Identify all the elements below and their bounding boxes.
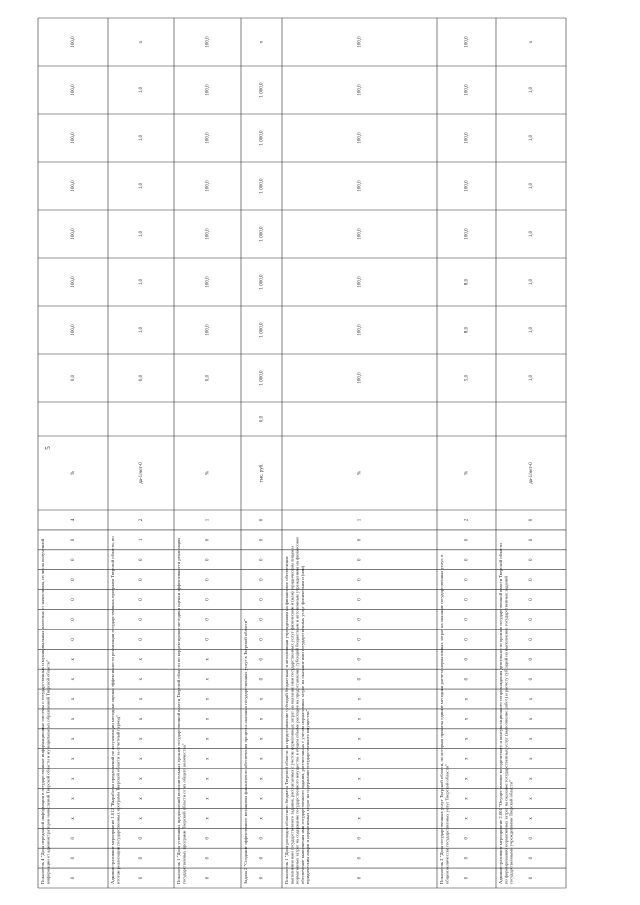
code-cell: 0 <box>259 876 265 880</box>
indicator-name-line: итогам реализации государственных программ Тверской области за отчетный период" <box>115 715 121 884</box>
code-cell: x <box>357 817 363 820</box>
value-cell: 100,0 <box>464 228 470 240</box>
code-cell: x <box>205 697 211 701</box>
code-cell: 0 <box>259 618 265 621</box>
value-cell: 100,0 <box>71 132 77 144</box>
code-cell: 0 <box>71 837 77 840</box>
value-cell: 1,0 <box>529 134 535 142</box>
code-cell: x <box>529 797 535 800</box>
code-cell: 0 <box>464 578 470 581</box>
value-cell: 1,0 <box>139 134 145 142</box>
value-cell: 1,0 <box>139 182 145 190</box>
indicator-name <box>40 510 73 884</box>
code-cell: 1 <box>357 518 363 522</box>
code-cell: x <box>464 737 470 741</box>
code-cell: x <box>139 777 145 780</box>
code-cell: x <box>357 777 363 780</box>
code-cell: 0 <box>529 618 535 621</box>
value-cell: 1 000,0 <box>259 130 265 146</box>
code-cell: 0 <box>139 598 145 601</box>
code-cell: x <box>205 797 211 800</box>
value-cell: 100,0 <box>71 180 77 192</box>
code-cell: x <box>529 777 535 780</box>
code-cell: x <box>139 817 145 820</box>
code-cell: 0 <box>205 638 211 641</box>
value-cell: 1,0 <box>139 230 145 238</box>
final-target-cell: 100,0 <box>205 36 211 48</box>
value-cell: 1,0 <box>139 326 145 334</box>
code-cell: 0 <box>464 638 470 641</box>
code-cell: 0 <box>139 578 145 581</box>
final-target-cell: x <box>529 40 535 44</box>
code-cell: x <box>464 777 470 780</box>
final-target-cell: 100,0 <box>71 36 77 48</box>
code-cell: x <box>259 777 265 780</box>
code-cell: 0 <box>357 677 363 681</box>
code-cell: x <box>357 697 363 701</box>
indicator-name-line: по формированию нормативных затрат на оказание государственных услуг (выполнение работ) и расчету субсидий на выполнение государственных заданий <box>503 576 509 884</box>
code-cell: x <box>71 677 77 681</box>
indicator-name-line: обеспечение выполнения ими государственного задания, рассчитанных с учетом нормативных затрат на оказание ими государственных услуг физическим и (или) <box>299 565 305 884</box>
code-cell: 0 <box>205 618 211 621</box>
indicator-name <box>176 510 207 884</box>
code-cell: x <box>71 817 77 820</box>
code-cell: 0 <box>71 558 77 561</box>
value-cell: 1,0 <box>529 278 535 286</box>
value-cell: 1 000,0 <box>259 322 265 338</box>
value-cell: 100,0 <box>205 324 211 336</box>
value-cell: 100,0 <box>71 276 77 288</box>
value-cell: 0,0 <box>205 374 211 382</box>
code-cell: 0 <box>464 598 470 601</box>
value-cell: 8,0 <box>464 278 470 286</box>
code-cell: 0 <box>205 578 211 581</box>
code-cell: x <box>529 817 535 820</box>
final-target-cell: x <box>259 40 265 44</box>
code-cell: x <box>205 657 211 661</box>
code-cell: 0 <box>357 837 363 840</box>
indicator-name-line: государственными учреждениями Тверской области" <box>508 780 514 884</box>
code-cell: x <box>71 697 77 701</box>
indicator-name-line: выполнения ими государственного задания, рассчитанных с учетом нормативных затрат на оказание ими государственных услуг физическим и (или) юридическим лицам и <box>289 546 295 884</box>
indicator-name-line: общем количестве государственных услуг Тверской области" <box>444 764 450 884</box>
code-cell: 0 <box>357 598 363 601</box>
value-cell: 1,0 <box>529 182 535 190</box>
final-target-cell: x <box>139 40 145 44</box>
value-cell: 100,0 <box>357 372 363 384</box>
code-cell: 0 <box>357 538 363 542</box>
value-cell: 100,0 <box>71 324 77 336</box>
indicator-name-line: нормативных затрат на содержание государственного имущества в общем объеме расходов на предоставление субсидий бюджетным и автономным учреждениям на финансовое <box>294 536 300 884</box>
unit-cell: % <box>464 470 470 476</box>
code-cell: 0 <box>529 638 535 641</box>
value-cell: 100,0 <box>205 276 211 288</box>
value-cell: 100,0 <box>357 324 363 336</box>
value-cell: 1,0 <box>529 230 535 238</box>
indicator-name <box>284 510 359 884</box>
code-cell: 0 <box>529 837 535 840</box>
final-target-cell: 100,0 <box>357 36 363 48</box>
code-cell: x <box>357 737 363 741</box>
code-cell: x <box>71 797 77 800</box>
code-cell: x <box>71 737 77 741</box>
code-cell: x <box>464 817 470 820</box>
indicator-name-line: Показатель 4 "Доля переданной информации в государственные информационные системы о государственных и муниципальных платежах от начисления, из числа полученной <box>40 538 46 884</box>
code-cell: x <box>139 757 145 760</box>
code-cell: 0 <box>464 837 470 840</box>
indicator-name-line: юридическим лицам и нормативных затрат на содержание государственного имущества" <box>305 709 311 884</box>
code-cell: 0 <box>357 657 363 661</box>
unit-cell: % <box>205 470 211 476</box>
code-cell: x <box>357 757 363 760</box>
value-cell: 1 000,0 <box>259 82 265 98</box>
code-cell: 0 <box>357 638 363 641</box>
code-cell: 0 <box>259 837 265 840</box>
unit-cell: % <box>357 470 363 476</box>
code-cell: x <box>205 677 211 681</box>
code-cell: x <box>205 757 211 760</box>
code-cell: 0 <box>259 578 265 581</box>
indicator-name-line: Показатель 1 "Доля расходов областного бюджета Тверской области на предоставление субсидий бюджетным и автономным учреждениям на финансовое обеспечение <box>284 556 290 884</box>
value-cell: 100,0 <box>464 132 470 144</box>
code-cell: 0 <box>464 856 470 860</box>
code-cell: 0 <box>259 856 265 860</box>
value-cell: 100,0 <box>205 180 211 192</box>
value-cell: 100,0 <box>357 84 363 96</box>
code-cell: x <box>357 717 363 721</box>
value-cell: 8,0 <box>464 326 470 334</box>
code-cell: 0 <box>205 538 211 542</box>
value-cell: 100,0 <box>357 132 363 144</box>
value-cell: 5,0 <box>464 374 470 382</box>
code-cell: 0 <box>71 578 77 581</box>
unit-cell: да-1/нет-0 <box>139 462 145 484</box>
unit-cell: тыс. руб. <box>259 463 265 483</box>
value-cell: 1,0 <box>139 86 145 94</box>
code-cell: x <box>139 797 145 800</box>
code-cell: 0 <box>259 677 265 681</box>
code-cell: x <box>259 737 265 741</box>
value-cell: 1 000,0 <box>259 178 265 194</box>
code-cell: 0 <box>259 657 265 661</box>
value-cell: 100,0 <box>205 228 211 240</box>
code-cell: x <box>205 817 211 820</box>
code-cell: 0 <box>139 837 145 840</box>
value-cell: 100,0 <box>357 276 363 288</box>
code-cell: x <box>529 757 535 760</box>
indicator-name-line: Административное мероприятие 1.012 "Выработка предложений по актуализации методики оценки эффективности реализации государственных программ Тверской области, по <box>110 536 116 884</box>
code-cell: 0 <box>464 876 470 880</box>
code-cell: x <box>205 737 211 741</box>
value-cell: 1,0 <box>529 326 535 334</box>
code-cell: x <box>529 737 535 741</box>
code-cell: x <box>139 677 145 681</box>
value-cell: 100,0 <box>205 84 211 96</box>
code-cell: 0 <box>139 558 145 561</box>
code-cell: 2 <box>139 518 145 522</box>
code-cell: x <box>464 717 470 721</box>
value-cell: 100,0 <box>71 228 77 240</box>
code-cell: x <box>259 817 265 820</box>
code-cell: x <box>71 657 77 661</box>
code-cell: 2 <box>464 518 470 522</box>
code-cell: 1 <box>205 518 211 522</box>
code-cell: 0 <box>464 558 470 561</box>
value-cell: 100,0 <box>464 84 470 96</box>
code-cell: 0 <box>357 578 363 581</box>
code-cell: 0 <box>259 558 265 561</box>
code-cell: x <box>259 797 265 800</box>
code-cell: x <box>139 717 145 721</box>
value-cell: 1 000,0 <box>259 274 265 290</box>
code-cell: x <box>464 757 470 760</box>
code-cell: 0 <box>529 578 535 581</box>
code-cell: x <box>205 777 211 780</box>
code-cell: x <box>205 717 211 721</box>
indicator-name-line: Задача 2 "Создание эффективного механизма финансового обеспечения процесса оказания государственных услуг в Тверской области" <box>243 618 249 884</box>
code-cell: 0 <box>357 876 363 880</box>
code-cell: 0 <box>464 677 470 681</box>
value-cell: 1,0 <box>529 86 535 94</box>
code-cell: 0 <box>259 638 265 641</box>
code-cell: 0 <box>71 638 77 641</box>
code-cell: 0 <box>259 538 265 542</box>
code-cell: 0 <box>205 837 211 840</box>
indicator-name <box>243 510 261 884</box>
baseline-cell: 0,0 <box>259 415 265 423</box>
indicator-name <box>439 510 466 884</box>
code-cell: x <box>259 697 265 701</box>
code-cell: 0 <box>529 598 535 601</box>
code-cell: 0 <box>205 598 211 601</box>
code-cell: 0 <box>139 618 145 621</box>
code-cell: 0 <box>205 856 211 860</box>
unit-cell: % <box>71 470 77 476</box>
code-cell: 0 <box>464 618 470 621</box>
value-cell: 0,0 <box>139 374 145 382</box>
code-cell: x <box>71 717 77 721</box>
value-cell: 100,0 <box>71 84 77 96</box>
code-cell: 0 <box>529 677 535 681</box>
value-cell: 1 000,0 <box>259 370 265 386</box>
indicator-name-line: Показатель 2 "Доля государственных услуг Тверской области, по которым приняты единые методики расчета нормативных затрат на оказание государственных услуг, в <box>439 554 445 884</box>
indicator-name-line: Административное мероприятие 2.001 "Осуществление методического и консультационного сопровождения деятельности органов государственной власти Тверской области <box>498 543 504 884</box>
value-cell: 1,0 <box>529 374 535 382</box>
code-cell: 0 <box>529 518 535 522</box>
code-cell: 0 <box>205 876 211 880</box>
value-cell: 100,0 <box>205 132 211 144</box>
code-cell: 0 <box>205 558 211 561</box>
code-cell: 1 <box>139 538 145 542</box>
code-cell: 0 <box>139 638 145 641</box>
code-cell: 0 <box>71 856 77 860</box>
code-cell: x <box>529 697 535 701</box>
code-cell: x <box>529 717 535 721</box>
code-cell: 0 <box>357 856 363 860</box>
code-cell: 0 <box>71 598 77 601</box>
code-cell: x <box>139 737 145 741</box>
page-number: 5 <box>43 446 52 450</box>
code-cell: x <box>464 697 470 701</box>
code-cell: 0 <box>464 657 470 661</box>
code-cell: 0 <box>529 538 535 542</box>
code-cell: 0 <box>529 657 535 661</box>
code-cell: 0 <box>259 598 265 601</box>
code-cell: 0 <box>139 876 145 880</box>
indicator-name <box>498 510 531 884</box>
code-cell: 0 <box>357 558 363 561</box>
code-cell: 0 <box>71 618 77 621</box>
final-target-cell: 100,0 <box>464 36 470 48</box>
code-cell: x <box>259 717 265 721</box>
indicator-name-line: государственных программ Тверской области от их общего количества" <box>181 743 187 884</box>
code-cell: 4 <box>71 518 77 522</box>
code-cell: 0 <box>529 856 535 860</box>
code-cell: x <box>357 797 363 800</box>
code-cell: x <box>139 697 145 701</box>
code-cell: x <box>71 757 77 760</box>
indicator-name <box>110 510 141 884</box>
value-cell: 1 000,0 <box>259 226 265 242</box>
indicator-name-line: Показатель 1 "Доля успешных предложений исполнительных органов государственной власти Тверской области по корректировке методики оценки эффективности реализации <box>176 538 182 884</box>
value-cell: 0,0 <box>71 374 77 382</box>
indicator-name-line: информации от администраторов начислений Тверской области и муниципальных образований Тверской области" <box>45 659 51 884</box>
value-cell: 100,0 <box>357 228 363 240</box>
code-cell: 0 <box>529 876 535 880</box>
code-cell: x <box>139 657 145 661</box>
value-cell: 100,0 <box>464 180 470 192</box>
code-cell: x <box>71 777 77 780</box>
value-cell: 1,0 <box>139 278 145 286</box>
value-cell: 100,0 <box>357 180 363 192</box>
code-cell: 0 <box>259 518 265 522</box>
code-cell: 0 <box>529 558 535 561</box>
code-cell: x <box>464 797 470 800</box>
unit-cell: да-1/нет-0 <box>529 462 535 484</box>
code-cell: 0 <box>71 538 77 542</box>
code-cell: 0 <box>71 876 77 880</box>
code-cell: 0 <box>357 618 363 621</box>
code-cell: x <box>259 757 265 760</box>
code-cell: 0 <box>139 856 145 860</box>
code-cell: 0 <box>464 538 470 542</box>
